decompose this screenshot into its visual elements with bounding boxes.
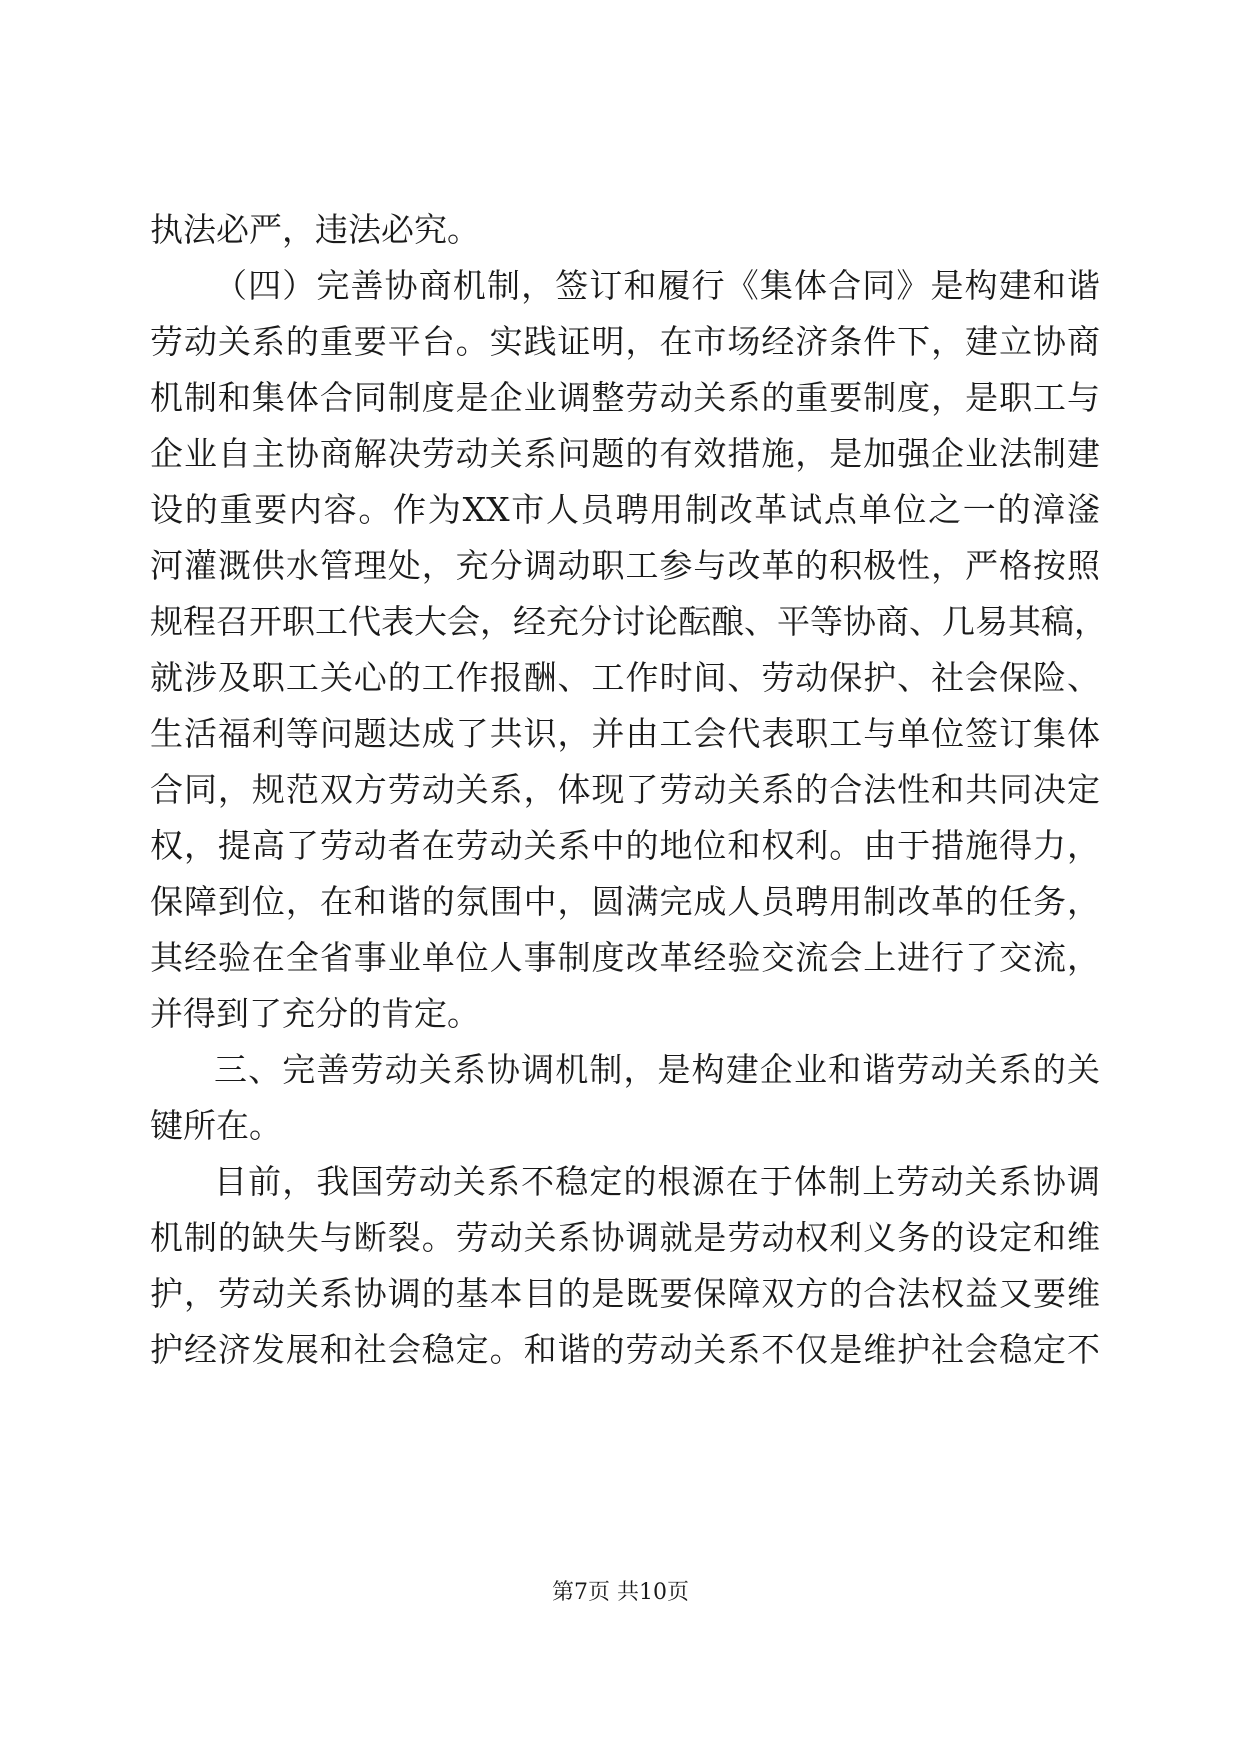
text-line: 就涉及职工关心的工作报酬、工作时间、劳动保护、社会保险、	[150, 658, 1100, 697]
text-line: 企业自主协商解决劳动关系问题的有效措施，是加强企业法制建	[150, 434, 1100, 473]
text-line: 河灌溉供水管理处，充分调动职工参与改革的积极性，严格按照	[150, 546, 1100, 585]
text-line: 规程召开职工代表大会，经充分讨论酝酿、平等协商、几易其稿，	[150, 602, 1107, 641]
text-line: 三、完善劳动关系协调机制，是构建企业和谐劳动关系的关	[214, 1050, 1100, 1089]
text-line: 执法必严，违法必究。	[150, 210, 480, 249]
text-line: 机制和集体合同制度是企业调整劳动关系的重要制度，是职工与	[150, 378, 1100, 417]
text-line: 其经验在全省事业单位人事制度改革经验交流会上进行了交流，	[150, 938, 1100, 977]
text-line: 合同，规范双方劳动关系，体现了劳动关系的合法性和共同决定	[150, 770, 1100, 809]
text-line: 生活福利等问题达成了共识，并由工会代表职工与单位签订集体	[150, 714, 1100, 753]
text-line: 护，劳动关系协调的基本目的是既要保障双方的合法权益又要维	[150, 1274, 1100, 1313]
text-line: 键所在。	[150, 1106, 282, 1145]
text-line: 权，提高了劳动者在劳动关系中的地位和权利。由于措施得力，	[150, 826, 1100, 865]
text-line: 设的重要内容。作为XX市人员聘用制改革试点单位之一的漳滏	[150, 490, 1100, 529]
text-line: 劳动关系的重要平台。实践证明，在市场经济条件下，建立协商	[150, 322, 1100, 361]
page-number-footer: 第7页 共10页	[552, 1580, 689, 1605]
text-line: 护经济发展和社会稳定。和谐的劳动关系不仅是维护社会稳定不	[150, 1330, 1100, 1369]
text-line: （四）完善协商机制，签订和履行《集体合同》是构建和谐	[214, 266, 1100, 305]
text-line: 目前，我国劳动关系不稳定的根源在于体制上劳动关系协调	[214, 1162, 1100, 1201]
text-line: 机制的缺失与断裂。劳动关系协调就是劳动权利义务的设定和维	[150, 1218, 1100, 1257]
text-line: 保障到位，在和谐的氛围中，圆满完成人员聘用制改革的任务，	[150, 882, 1100, 921]
text-line: 并得到了充分的肯定。	[150, 994, 480, 1033]
